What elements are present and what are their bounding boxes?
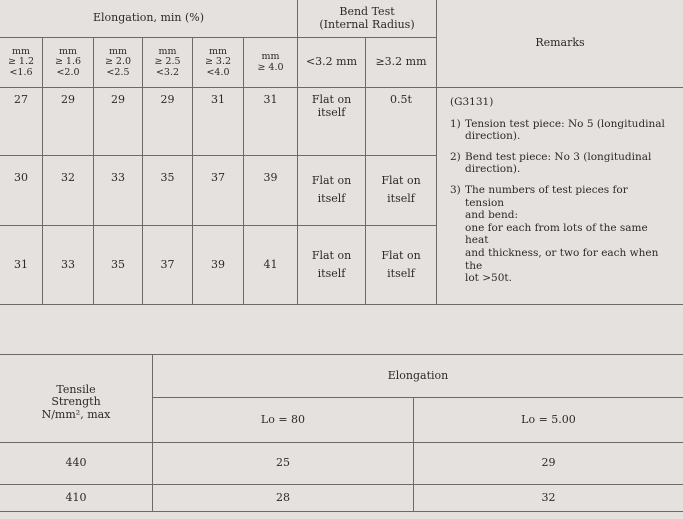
table-cell: 29 [94, 88, 143, 156]
table-cell: 41 [244, 226, 298, 305]
remarks-body [437, 88, 683, 305]
table-cell: 31 [0, 226, 43, 305]
table-cell: 30 [0, 156, 43, 226]
table-cell: Flat on itself [366, 156, 437, 226]
remark-text: The numbers of test pieces for tension and bend: [465, 183, 628, 222]
remark-number: 1) [450, 117, 461, 130]
lo-80-header: Lo = 80 [153, 398, 414, 443]
table-cell: 32 [414, 485, 683, 512]
remark-item [450, 118, 669, 143]
table-cell: 440 [0, 443, 153, 485]
remark-item [450, 151, 669, 176]
thickness-header-1: mm ≥ 1.2 <1.6 [0, 38, 43, 88]
remark-number: 3) [450, 183, 461, 196]
table-cell: Flat on itself [298, 88, 366, 156]
table-cell: Flat on itself [298, 156, 366, 226]
remarks-code: (G3131) [450, 96, 494, 108]
table-cell: Flat on itself [366, 226, 437, 305]
thickness-header-3: mm ≥ 2.0 <2.5 [94, 38, 143, 88]
bend-header-lt-3-2: <3.2 mm [298, 38, 366, 88]
remark-text: Bend test piece: No 3 (longitudinal direction). [465, 150, 652, 176]
table-cell: 37 [193, 156, 244, 226]
remark-text: Tension test piece: No 5 (longitudinal direction). [465, 117, 665, 143]
table-cell: 25 [153, 443, 414, 485]
table-cell: 29 [143, 88, 193, 156]
remark-number: 2) [450, 150, 461, 163]
bend-header-ge-3-2: ≥3.2 mm [366, 38, 437, 88]
table-cell: 410 [0, 485, 153, 512]
table-cell: Flat on itself [298, 226, 366, 305]
bend-test-header: Bend Test (Internal Radius) [298, 0, 437, 38]
table-cell: 39 [244, 156, 298, 226]
table-cell: 39 [193, 226, 244, 305]
table-cell: 0.5t [366, 88, 437, 156]
elongation-min-header: Elongation, min (%) [0, 0, 298, 38]
table-cell: 33 [43, 226, 94, 305]
table-cell: 27 [0, 88, 43, 156]
remark-detail: one for each from lots of the same heat and thickness, or two for each when the lot >50t. [465, 221, 659, 285]
remark-item [450, 184, 669, 285]
thickness-header-5: mm ≥ 3.2 <4.0 [193, 38, 244, 88]
table-cell: 29 [414, 443, 683, 485]
table-cell: 31 [244, 88, 298, 156]
lo-500-header: Lo = 5.00 [414, 398, 683, 443]
tensile-strength-header: Tensile Strength N/mm², max [0, 355, 153, 443]
table-cell: 33 [94, 156, 143, 226]
table-cell: 31 [193, 88, 244, 156]
table-cell: 29 [43, 88, 94, 156]
table-cell: 37 [143, 226, 193, 305]
thickness-header-6: mm ≥ 4.0 [244, 38, 298, 88]
table-cell: 32 [43, 156, 94, 226]
elongation-header: Elongation [153, 355, 683, 398]
table-cell: 35 [94, 226, 143, 305]
thickness-header-2: mm ≥ 1.6 <2.0 [43, 38, 94, 88]
table-cell: 35 [143, 156, 193, 226]
table-cell: 28 [153, 485, 414, 512]
remarks-header: Remarks [437, 0, 683, 88]
thickness-header-4: mm ≥ 2.5 <3.2 [143, 38, 193, 88]
